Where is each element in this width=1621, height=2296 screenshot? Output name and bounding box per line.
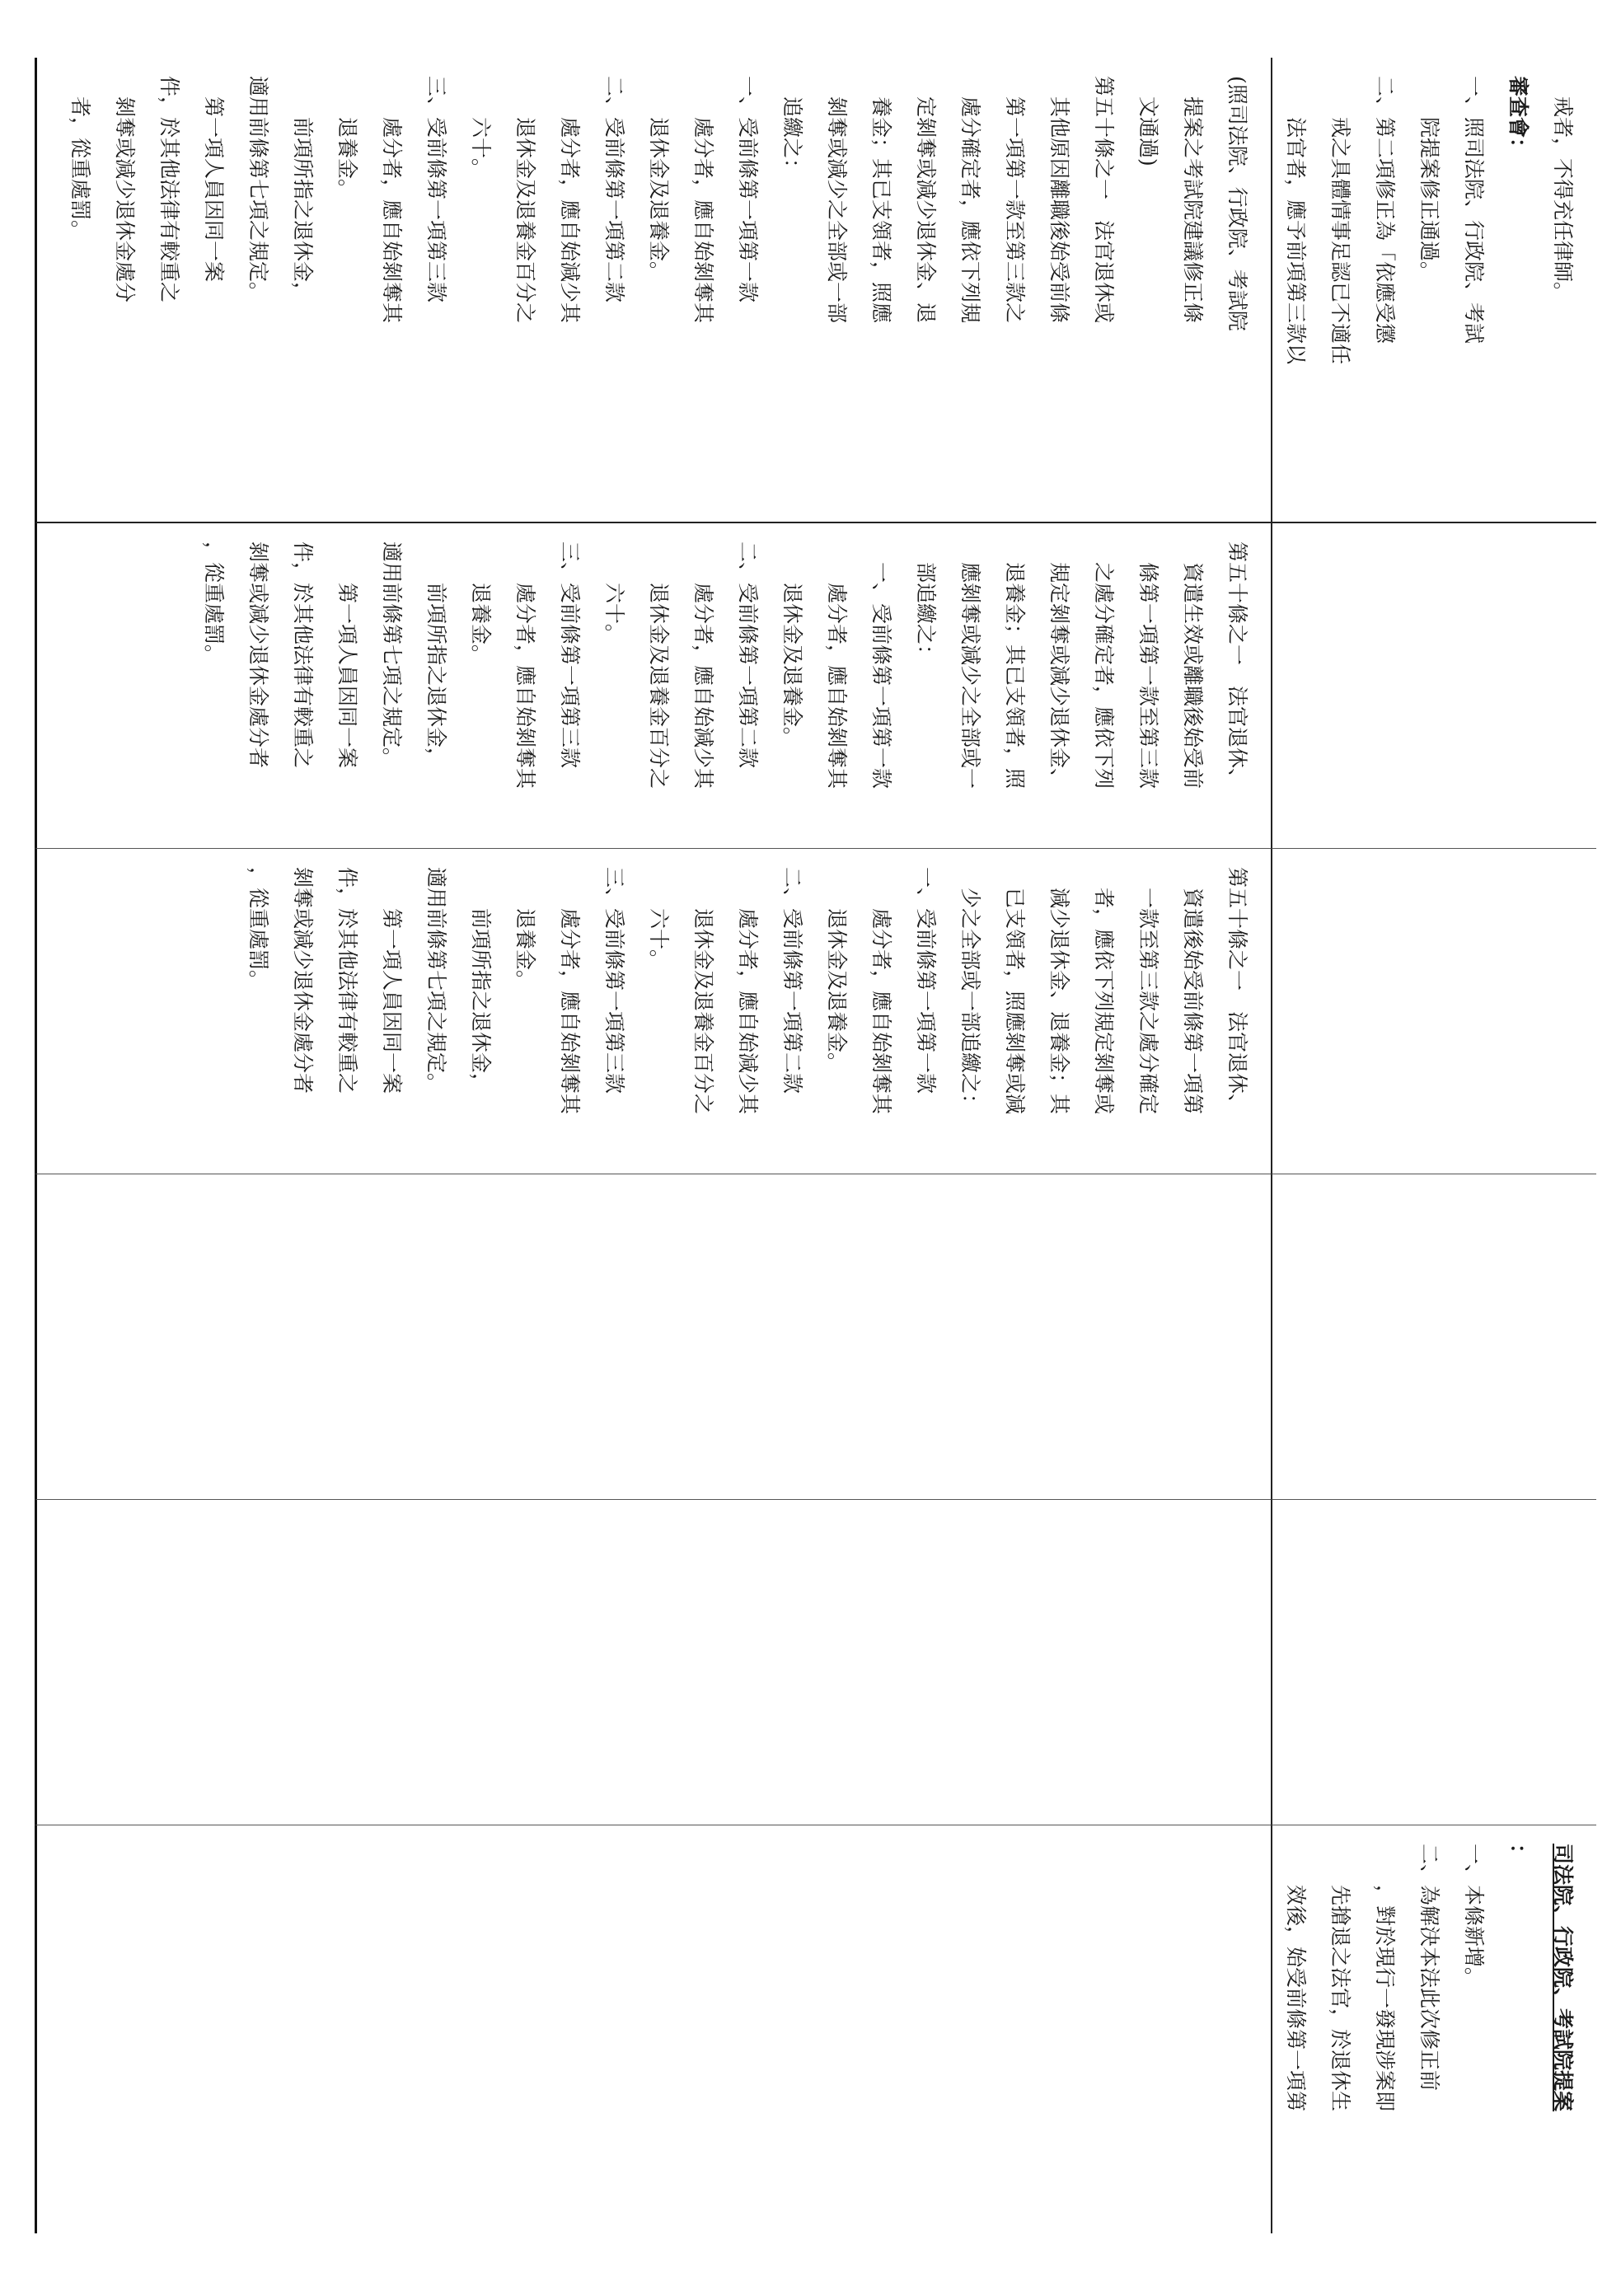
text-line: 六十。	[469, 117, 493, 180]
text-line: 規定剝奪或減少退休金、	[1047, 562, 1071, 790]
text-line: 二、受前條第一項第二款	[780, 867, 804, 1094]
text-line: 戒者，不得充任律師。	[1551, 96, 1575, 303]
text-line: 剝奪或減少退休金處分	[113, 96, 137, 303]
text-line: 六十。	[647, 908, 671, 971]
text-line: 退養金；其已支領者，照	[1003, 562, 1027, 790]
cell-empty	[1271, 849, 1596, 1174]
text-line: 減少退休金、退養金；其	[1047, 888, 1071, 1115]
text-line: 追繳之：	[780, 96, 804, 180]
text-line: 二、為解決本法此次修正前	[1417, 1844, 1441, 2092]
text-line	[1271, 1844, 1273, 2215]
comparison-table	[35, 58, 1596, 2233]
text-line: 文通過)	[1136, 96, 1160, 166]
text-line: 一、受前條第一項第一款	[914, 867, 938, 1094]
text-line: 退休金及退養金。	[647, 117, 671, 283]
cell-empty	[1271, 1174, 1596, 1500]
text-line: 二、第二項修正為「依應受懲	[1373, 76, 1397, 344]
text-line: 退休金及退養金百分之	[513, 117, 537, 324]
text-line: 處分者，應自始減少其	[691, 583, 715, 790]
text-line: (照司法院、行政院、考試院	[1225, 76, 1249, 331]
proposal-heading-colon: ：	[1506, 1844, 1530, 1865]
text-line: 剝奪或減少之全部或一部	[825, 96, 849, 324]
cell-empty	[35, 1500, 1271, 1825]
text-line: 者，應依下列規定剝奪或	[1092, 888, 1116, 1115]
text-line: ，從重處罰。	[202, 541, 226, 666]
text-line: 部追繳之：	[914, 562, 938, 666]
cell-empty	[35, 1174, 1271, 1500]
cell-proposal-explanation	[1271, 1825, 1596, 2233]
text-line: 已支領者，照應剝奪或減	[1003, 888, 1027, 1115]
text-line: 第一項人員因同一案	[202, 96, 226, 283]
text-line: 處分者，應自始剝奪其	[513, 583, 537, 790]
text-line: 一、受前條第一項第一款	[736, 76, 760, 303]
cell-passed-text	[35, 58, 1271, 523]
text-line: 院提案修正通過。	[1417, 117, 1441, 283]
text-line: 少之全部或一部追繳之：	[958, 888, 982, 1115]
text-line: 一款至第三款之處分確定	[1136, 888, 1160, 1115]
text-line: 適用前條第七項之規定。	[380, 541, 404, 769]
text-line: 第五十條之一 法官退休或	[1092, 76, 1116, 324]
text-line: 應剝奪或減少之全部或一	[958, 562, 982, 790]
text-line: 第一項人員因同一案	[380, 908, 404, 1094]
text-line: 定剝奪或減少退休金、退	[914, 96, 938, 324]
text-line: 三、受前條第一項第三款	[558, 541, 582, 769]
text-line: 退休金及退養金百分之	[691, 908, 715, 1115]
text-line: ，從重處罰。	[246, 867, 270, 991]
text-line: 退休金及退養金百分之	[647, 583, 671, 790]
cell-proposal-text-c	[35, 849, 1271, 1174]
text-line: 前項所指之退休金，	[469, 908, 493, 1094]
text-line: 處分確定者，應依下列規	[958, 96, 982, 324]
cell-proposal-text-b	[35, 523, 1271, 849]
text-line: 六十。	[602, 583, 626, 645]
cell-empty	[35, 1825, 1271, 2233]
text-line: 剝奪或減少退休金處分者	[246, 541, 270, 769]
text-line: 第五十條之一 法官退休、	[1225, 867, 1249, 1115]
text-line: 先搶退之法官，於退休生	[1328, 1885, 1352, 2112]
text-line: 一、受前條第一項第一款	[869, 562, 893, 790]
text-line: 件，於其他法律有較重之	[157, 76, 181, 303]
text-line: 處分者，應自始剝奪其	[691, 117, 715, 324]
text-line: ，對於現行一發現涉案即	[1373, 1885, 1397, 2112]
text-line: 前項所指之退休金，	[424, 583, 448, 769]
cell-empty	[1271, 523, 1596, 849]
text-line: 條第一項第一款至第三款	[1136, 562, 1160, 790]
text-line: 第五十條之一 法官退休、	[1225, 541, 1249, 790]
text-line: 一、本條新增。	[1462, 1844, 1486, 1989]
text-line: 前項所指之退休金，	[291, 117, 315, 303]
cell-empty	[1271, 1500, 1596, 1825]
text-line: 處分者，應自始剝奪其	[558, 908, 582, 1115]
text-line: 二、受前條第一項第二款	[602, 76, 626, 303]
proposal-heading	[1540, 1844, 1585, 2215]
text-line: 資遣生效或離職後始受前	[1181, 562, 1205, 790]
text-line: 第一項人員因同一案	[335, 583, 359, 769]
text-line: 件，於其他法律有較重之	[335, 867, 359, 1094]
text-line: 效後，始受前條第一項第	[1284, 1885, 1308, 2112]
text-line: 退休金及退養金。	[825, 908, 849, 1074]
cell-committee-note	[1271, 58, 1596, 523]
text-line: 處分者，應自始剝奪其	[380, 117, 404, 324]
text-line: 件，於其他法律有較重之	[291, 541, 315, 769]
text-line: 退養金。	[513, 908, 537, 991]
text-line: 處分者，應自始剝奪其	[869, 908, 893, 1115]
text-line: 之處分確定者，應依下列	[1092, 562, 1116, 790]
text-line: 資遣後始受前條第一項第	[1181, 888, 1205, 1115]
text-line: 適用前條第七項之規定。	[246, 76, 270, 303]
text-line: 三、受前條第一項第三款	[424, 76, 448, 303]
text-line: 退養金。	[335, 117, 359, 200]
proposal-explanation-lines	[1271, 1844, 1496, 2215]
text-line: 戒之具體情事足認已不適任	[1328, 117, 1352, 365]
text-line: 適用前條第七項之規定。	[424, 867, 448, 1094]
text-line: 法官者，應予前項第三款以	[1284, 117, 1308, 365]
text-line: 第一項第一款至第三款之	[1003, 96, 1027, 324]
proposal-heading-text: 司法院、行政院、考試院提案	[1551, 1844, 1575, 2112]
text-line: 審查會：	[1506, 76, 1530, 159]
text-line: 一、照司法院、行政院、考試	[1462, 76, 1486, 344]
text-line: 者，從重處罰。	[68, 96, 92, 241]
text-line: 剝奪或減少退休金處分者	[291, 867, 315, 1094]
text-line: 養金；其已支領者，照應	[869, 96, 893, 324]
text-line: 二、受前條第一項第二款	[736, 541, 760, 769]
text-line: 處分者，應自始剝奪其	[825, 583, 849, 790]
text-line: 處分者，應自始減少其	[736, 908, 760, 1115]
text-line: 其他原因離職後始受前條	[1047, 96, 1071, 324]
text-line: 提案之考試院建議修正條	[1181, 96, 1205, 324]
text-line: 三、受前條第一項第三款	[602, 867, 626, 1094]
text-line: 退休金及退養金。	[780, 583, 804, 748]
text-line: 處分者，應自始減少其	[558, 117, 582, 324]
text-line: 退養金。	[469, 583, 493, 666]
